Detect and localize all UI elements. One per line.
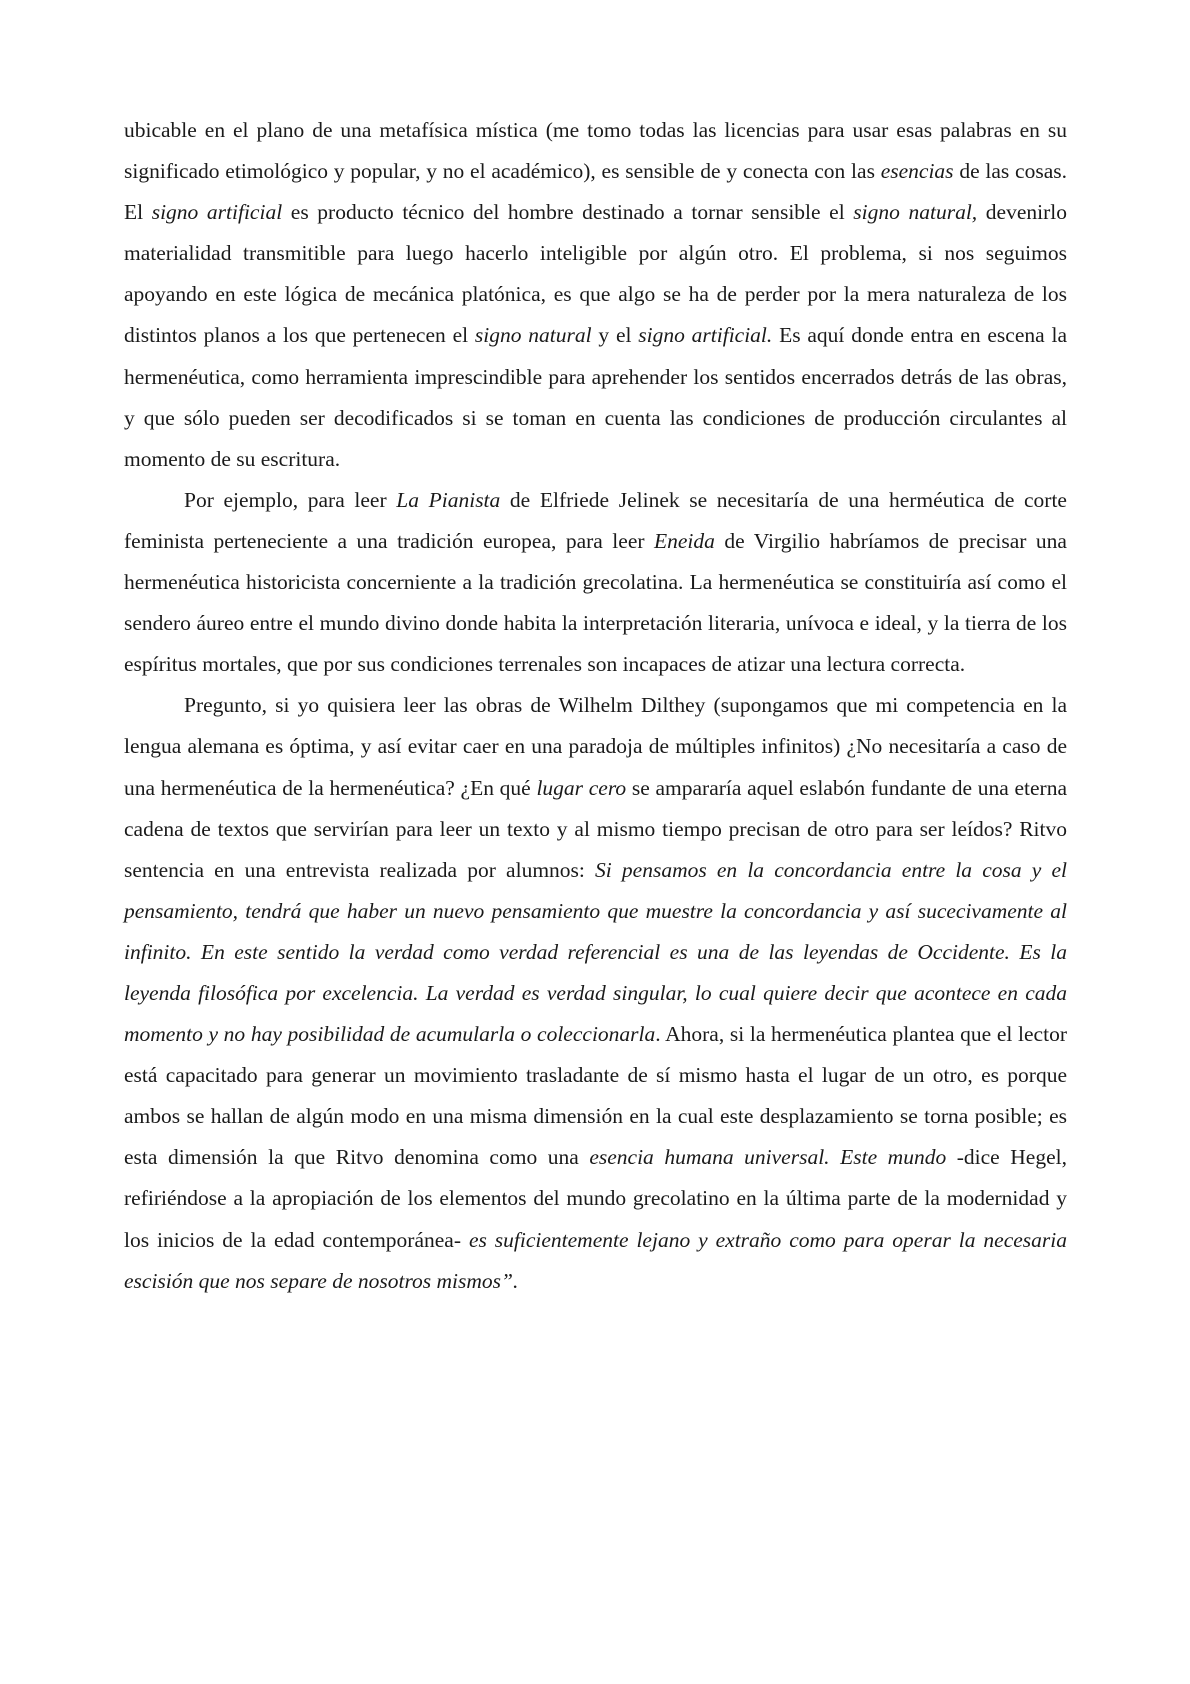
text-segment: Es aquí donde entra en escena la hermenéutica, como herramienta imprescindible para aprehender los sentidos encerrados detrás de las obras, y que sólo pueden ser decodificados si se toman en cuenta las condiciones de producción circulantes al momento de su escritura. xyxy=(124,323,1067,471)
text-segment: Pregunto, si yo quisiera leer las obras de Wilhelm Dilthey (supongamos que mi competencia en la lengua alemana es óptima, y así evitar caer en una paradoja de múltiples infinitos) ¿No necesitaría a caso de una hermenéutica de la hermenéutica? ¿En qué xyxy=(124,693,1067,800)
text-segment: lugar cero xyxy=(536,775,627,800)
text-segment: es suficientemente lejano y extraño como para operar la necesaria escisión que nos separe de nosotros mismos”. xyxy=(124,1227,1067,1293)
text-segment: esencias xyxy=(880,159,954,184)
text-segment: devenirlo materialidad transmitible para luego hacerlo inteligible por algún otro. El problema, si nos seguimos apoyando en este lógica de mecánica platónica, es que algo se ha de perder por la mera naturaleza de los distintos planos a los que pertenecen el xyxy=(124,200,1067,348)
document-page xyxy=(124,110,1067,1302)
paragraph-2 xyxy=(124,480,1067,685)
text-segment: se ampararía aquel eslabón fundante de una eterna cadena de textos que servirían para leer un texto y al mismo tiempo precisan de otro para ser leídos? Ritvo sentencia en una entrevista realizada por alumnos: xyxy=(124,775,1067,882)
text-segment: La Pianista xyxy=(396,487,501,512)
text-segment: signo natural, xyxy=(853,200,978,225)
text-segment: Si pensamos en la concordancia entre la cosa y el pensamiento, tendrá que haber un nuevo pensamiento que muestre la concordancia y así sucecivamente al infinito. En este sentido la verdad como verdad referencial es una de las leyendas de Occidente. Es la leyenda filosófica por excelencia. La verdad es verdad singular, lo cual quiere decir que acontece en cada momento y no hay posibilidad de acumularla o coleccionarla xyxy=(124,857,1067,1047)
text-segment: esencia humana universal. Este mundo xyxy=(589,1145,947,1170)
text-segment: Por ejemplo, para leer xyxy=(184,487,397,512)
text-segment: ubicable en el plano de una metafísica mística (me tomo todas las licencias para usar esas palabras en su significado etimológico y popular, y no el académico), es sensible de y conecta con las xyxy=(124,118,1067,184)
text-segment: Eneida xyxy=(654,528,715,553)
text-segment: signo natural xyxy=(474,323,592,348)
text-segment: -dice Hegel, refiriéndose a la apropiación de los elementos del mundo grecolatino en la última parte de la modernidad y los inicios de la edad contemporánea- xyxy=(124,1145,1067,1252)
text-segment: signo artificial xyxy=(151,200,283,225)
text-segment: signo artificial. xyxy=(638,323,773,348)
text-segment: es producto técnico del hombre destinado a tornar sensible el xyxy=(282,200,854,225)
text-segment: y el xyxy=(591,323,639,348)
text-segment: de las cosas. El xyxy=(124,159,1067,225)
text-segment: . Ahora, si la hermenéutica plantea que el lector está capacitado para generar un movimiento trasladante de sí mismo hasta el lugar de un otro, es porque ambos se hallan de algún modo en una misma dimensión en la cual este desplazamiento se torna posible; es esta dimensión la que Ritvo denomina como una xyxy=(124,1022,1067,1170)
text-segment: de Elfriede Jelinek se necesitaría de una herméutica de corte feminista perteneciente a una tradición europea, para leer xyxy=(124,487,1067,553)
paragraph-1 xyxy=(124,110,1067,480)
paragraph-3 xyxy=(124,685,1067,1301)
text-segment: de Virgilio habríamos de precisar una hermenéutica historicista concerniente a la tradición grecolatina. La hermenéutica se constituiría así como el sendero áureo entre el mundo divino donde habita la interpretación literaria, unívoca e ideal, y la tierra de los espíritus mortales, que por sus condiciones terrenales son incapaces de atizar una lectura correcta. xyxy=(124,528,1067,677)
